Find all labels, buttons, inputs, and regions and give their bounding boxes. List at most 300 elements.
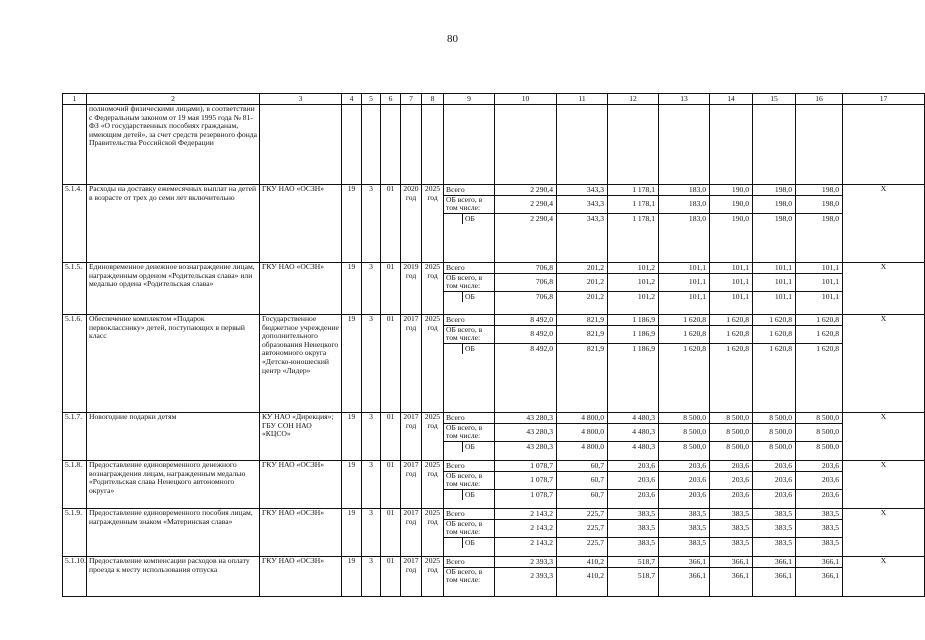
code-col-5: 3 <box>362 185 381 263</box>
executor: ГКУ НАО «ОСЗН» <box>260 557 342 597</box>
value-cell: 190,0 <box>731 214 749 223</box>
row-number: 5.1.4. <box>63 185 87 263</box>
funding-source-label: ОБ <box>462 538 494 548</box>
value-cell: 1 620,8 <box>659 326 709 344</box>
value-cell: 203,6 <box>710 461 752 472</box>
col-17-mark: X <box>843 315 925 413</box>
funding-source-label: ОБ <box>462 214 494 224</box>
value-cell: 2 143,2 <box>495 520 556 538</box>
value-cell: 1 178,1 <box>608 185 658 196</box>
value-cell: 1 620,8 <box>796 315 842 326</box>
value-cell: 203,6 <box>774 490 792 499</box>
funding-source-label: Всего <box>444 413 494 424</box>
code-col-6: 01 <box>381 413 401 461</box>
executor: ГКУ НАО «ОСЗН» <box>260 263 342 315</box>
header-col-15: 15 <box>753 94 796 105</box>
value-cell: 706,8 <box>495 263 556 274</box>
table-row <box>63 557 925 597</box>
value-cell: 518,7 <box>637 571 655 580</box>
value-cell: 1 620,8 <box>659 315 709 326</box>
value-cell: 383,5 <box>796 509 842 520</box>
value-cell: 101,1 <box>774 292 792 301</box>
value-col-15 <box>753 263 796 315</box>
col-17-mark: X <box>843 557 925 597</box>
value-cell: 203,6 <box>753 472 795 490</box>
value-col-12 <box>608 263 659 315</box>
value-cell: 343,3 <box>586 214 604 223</box>
col-17-mark: X <box>843 263 925 315</box>
funding-source-label: Всего <box>444 263 494 274</box>
value-cell: 706,8 <box>495 274 556 292</box>
cell-num <box>63 105 87 185</box>
value-cell: 821,9 <box>557 326 607 344</box>
row-number: 5.1.7. <box>63 413 87 461</box>
code-col-5: 3 <box>362 557 381 597</box>
header-col-8: 8 <box>422 94 444 105</box>
value-cell: 203,6 <box>710 472 752 490</box>
header-col-4: 4 <box>342 94 362 105</box>
value-cell: 198,0 <box>796 196 842 214</box>
value-col-13 <box>659 413 710 461</box>
table-row <box>63 413 925 461</box>
start-year: 2017 год <box>401 413 422 461</box>
value-cell: 198,0 <box>753 185 795 196</box>
value-cell: 1 620,8 <box>710 315 752 326</box>
start-year: 2017 год <box>401 315 422 413</box>
executor: ГКУ НАО «ОСЗН» <box>260 185 342 263</box>
value-cell: 8 500,0 <box>753 424 795 442</box>
value-cell: 198,0 <box>821 214 839 223</box>
value-cell: 383,5 <box>710 509 752 520</box>
value-col-10 <box>495 413 557 461</box>
budget-table <box>62 93 925 597</box>
value-cell: 8 500,0 <box>769 442 792 451</box>
col-17-mark: X <box>843 185 925 263</box>
value-col-11 <box>557 461 608 509</box>
col-17-mark: X <box>843 413 925 461</box>
row-number: 5.1.8. <box>63 461 87 509</box>
value-col-11 <box>557 185 608 263</box>
value-cell: 366,1 <box>796 557 842 568</box>
header-col-14: 14 <box>710 94 753 105</box>
value-cell: 198,0 <box>753 196 795 214</box>
value-col-16 <box>796 557 843 597</box>
col-17-mark: X <box>843 509 925 557</box>
value-cell: 821,9 <box>586 344 604 353</box>
value-cell: 101,1 <box>688 292 706 301</box>
value-cell: 60,7 <box>557 461 607 472</box>
value-cell: 383,5 <box>608 520 658 538</box>
budget-table-sheet <box>62 93 888 610</box>
value-col-16 <box>796 263 843 315</box>
value-col-15 <box>753 413 796 461</box>
executor: Государственное бюджетное учреждение дополнительного образования Ненецкого автономного округа «Детско-юношеский центр «Лидер» <box>260 315 342 413</box>
end-year: 2025 год <box>422 185 444 263</box>
value-cell: 383,5 <box>608 509 658 520</box>
value-cell: 383,5 <box>659 509 709 520</box>
value-cell: 225,7 <box>557 520 607 538</box>
value-col-16 <box>796 509 843 557</box>
start-year: 2020 год <box>401 185 422 263</box>
value-cell: 203,6 <box>688 490 706 499</box>
funding-source-labels <box>444 413 495 461</box>
value-cell: 201,2 <box>586 292 604 301</box>
continuation-text: полномочий физическими лицами), в соответствии с Федеральным законом от 19 мая 1995 года № 81-ФЗ «О государственных пособиях гражданам, имеющим детей», за счет средств резервного фонда Правительства Российской Федерации <box>87 105 260 185</box>
value-cell: 383,5 <box>821 538 839 547</box>
value-col-14 <box>710 413 753 461</box>
code-col-4: 19 <box>342 263 362 315</box>
value-col-10 <box>495 263 557 315</box>
funding-source-label: ОБ <box>462 292 494 302</box>
value-cell: 8 500,0 <box>796 424 842 442</box>
value-col-12 <box>608 461 659 509</box>
value-cell: 383,5 <box>796 520 842 538</box>
value-cell: 190,0 <box>710 196 752 214</box>
value-col-14 <box>710 461 753 509</box>
code-col-5: 3 <box>362 315 381 413</box>
header-col-16: 16 <box>796 94 843 105</box>
activity-name: Предоставление единовременного пособия лицам, награжденным знаком «Материнская слава» <box>87 509 260 557</box>
end-year: 2025 год <box>422 509 444 557</box>
activity-name: Единовременное денежное вознаграждение лицам, награжденным орденом «Родительская слава» или медалью ордена «Родительская слава» <box>87 263 260 315</box>
funding-source-label: ОБ <box>462 490 494 500</box>
activity-name: Новогодние подарки детям <box>87 413 260 461</box>
value-cell: 343,3 <box>557 196 607 214</box>
value-cell: 1 078,7 <box>530 490 553 499</box>
value-cell: 43 280,3 <box>526 442 553 451</box>
value-cell: 8 500,0 <box>710 424 752 442</box>
code-col-6: 01 <box>381 315 401 413</box>
value-cell: 4 480,3 <box>608 413 658 424</box>
header-col-10: 10 <box>495 94 557 105</box>
value-cell: 383,5 <box>637 538 655 547</box>
value-cell: 706,8 <box>535 292 553 301</box>
header-col-12: 12 <box>608 94 659 105</box>
value-cell: 101,1 <box>710 274 752 292</box>
value-cell: 1 186,9 <box>632 344 655 353</box>
value-col-10 <box>495 557 557 597</box>
row-number: 5.1.10. <box>63 557 87 597</box>
value-cell: 2 290,4 <box>530 214 553 223</box>
table-row <box>63 315 925 413</box>
value-cell: 366,1 <box>710 557 752 568</box>
end-year: 2025 год <box>422 263 444 315</box>
header-col-13: 13 <box>659 94 710 105</box>
value-cell: 366,1 <box>659 557 709 568</box>
value-cell: 101,2 <box>608 274 658 292</box>
value-col-16 <box>796 185 843 263</box>
value-cell: 203,6 <box>796 472 842 490</box>
value-cell: 203,6 <box>659 472 709 490</box>
value-cell: 183,0 <box>688 214 706 223</box>
executor: КУ НАО «Дирекция»; ГБУ СОН НАО «КЦСО» <box>260 413 342 461</box>
end-year: 2025 год <box>422 413 444 461</box>
funding-source-label: ОБ всего, в том числе: <box>444 424 494 442</box>
value-cell: 203,6 <box>753 461 795 472</box>
funding-source-label: ОБ всего, в том числе: <box>444 274 494 292</box>
code-col-4: 19 <box>342 413 362 461</box>
value-cell: 101,1 <box>821 292 839 301</box>
value-cell: 1 620,8 <box>753 326 795 344</box>
activity-name: Обеспечение комплектом «Подарок первокласснику» детей, поступающих в первый класс <box>87 315 260 413</box>
value-cell: 1 620,8 <box>710 326 752 344</box>
value-cell: 101,1 <box>659 263 709 274</box>
value-col-13 <box>659 315 710 413</box>
value-col-12 <box>608 557 659 597</box>
code-col-4: 19 <box>342 557 362 597</box>
continuation-row <box>63 105 925 185</box>
value-cell: 203,6 <box>731 490 749 499</box>
value-cell: 8 500,0 <box>726 442 749 451</box>
value-col-15 <box>753 461 796 509</box>
funding-source-label: Всего <box>444 461 494 472</box>
value-col-13 <box>659 185 710 263</box>
code-col-5: 3 <box>362 413 381 461</box>
value-cell: 1 620,8 <box>726 344 749 353</box>
header-col-3: 3 <box>260 94 342 105</box>
code-col-6: 01 <box>381 461 401 509</box>
value-cell: 383,5 <box>731 538 749 547</box>
value-cell: 8 500,0 <box>816 442 839 451</box>
value-cell: 366,1 <box>688 571 706 580</box>
value-cell: 198,0 <box>796 185 842 196</box>
value-cell: 8 492,0 <box>495 315 556 326</box>
value-col-15 <box>753 557 796 597</box>
value-col-13 <box>659 509 710 557</box>
value-cell: 1 186,9 <box>608 326 658 344</box>
col-17-mark: X <box>843 461 925 509</box>
value-col-12 <box>608 509 659 557</box>
value-cell: 201,2 <box>557 263 607 274</box>
end-year: 2025 год <box>422 315 444 413</box>
code-col-4: 19 <box>342 509 362 557</box>
start-year: 2019 год <box>401 263 422 315</box>
value-cell: 1 620,8 <box>683 344 706 353</box>
value-cell: 101,1 <box>659 274 709 292</box>
row-number: 5.1.9. <box>63 509 87 557</box>
value-cell: 1 078,7 <box>495 461 556 472</box>
value-cell: 383,5 <box>753 509 795 520</box>
value-cell: 410,2 <box>586 571 604 580</box>
value-cell: 2 290,4 <box>495 185 556 196</box>
value-cell: 183,0 <box>659 196 709 214</box>
funding-source-labels <box>444 461 495 509</box>
value-col-11 <box>557 263 608 315</box>
value-cell: 366,1 <box>753 557 795 568</box>
funding-source-labels <box>444 509 495 557</box>
value-col-14 <box>710 509 753 557</box>
header-col-7: 7 <box>401 94 422 105</box>
value-cell: 383,5 <box>659 520 709 538</box>
value-cell: 8 500,0 <box>683 442 706 451</box>
value-cell: 4 480,3 <box>608 424 658 442</box>
value-cell: 101,1 <box>710 263 752 274</box>
value-cell: 1 620,8 <box>753 315 795 326</box>
executor: ГКУ НАО «ОСЗН» <box>260 509 342 557</box>
value-cell: 2 393,3 <box>495 557 556 568</box>
value-cell: 4 800,0 <box>557 413 607 424</box>
value-cell: 1 078,7 <box>495 472 556 490</box>
start-year: 2017 год <box>401 557 422 597</box>
value-col-16 <box>796 315 843 413</box>
code-col-4: 19 <box>342 461 362 509</box>
value-cell: 198,0 <box>774 214 792 223</box>
value-cell: 101,1 <box>753 263 795 274</box>
value-col-11 <box>557 509 608 557</box>
funding-source-labels <box>444 315 495 413</box>
value-col-10 <box>495 185 557 263</box>
funding-source-label: Всего <box>444 557 494 568</box>
funding-source-label: Всего <box>444 315 494 326</box>
header-col-17: 17 <box>843 94 925 105</box>
value-col-13 <box>659 263 710 315</box>
code-col-4: 19 <box>342 185 362 263</box>
header-col-9: 9 <box>444 94 495 105</box>
value-cell: 101,2 <box>637 292 655 301</box>
value-cell: 4 800,0 <box>557 424 607 442</box>
funding-source-label: ОБ всего, в том числе: <box>444 520 494 538</box>
value-cell: 1 178,1 <box>608 196 658 214</box>
value-cell: 43 280,3 <box>495 413 556 424</box>
value-col-12 <box>608 413 659 461</box>
end-year: 2025 год <box>422 461 444 509</box>
value-col-14 <box>710 315 753 413</box>
value-cell: 1 620,8 <box>816 344 839 353</box>
header-col-11: 11 <box>557 94 608 105</box>
value-col-12 <box>608 315 659 413</box>
value-cell: 8 492,0 <box>530 344 553 353</box>
funding-source-label: ОБ всего, в том числе: <box>444 196 494 214</box>
value-cell: 101,1 <box>731 292 749 301</box>
value-cell: 2 290,4 <box>495 196 556 214</box>
header-row <box>63 94 925 105</box>
funding-source-label: Всего <box>444 509 494 520</box>
value-col-10 <box>495 315 557 413</box>
activity-name: Предоставление единовременного денежного вознаграждения лицам, награжденным медалью «Родительская слава Ненецкого автономного округа» <box>87 461 260 509</box>
code-col-5: 3 <box>362 509 381 557</box>
value-cell: 383,5 <box>774 538 792 547</box>
funding-source-label: ОБ всего, в том числе: <box>444 472 494 490</box>
code-col-6: 01 <box>381 263 401 315</box>
value-cell: 183,0 <box>659 185 709 196</box>
value-cell: 1 178,1 <box>632 214 655 223</box>
code-col-6: 01 <box>381 557 401 597</box>
header-col-2: 2 <box>87 94 260 105</box>
value-cell: 821,9 <box>557 315 607 326</box>
value-col-11 <box>557 557 608 597</box>
activity-name: Расходы на доставку ежемесячных выплат на детей в возрасте от трех до семи лет включительно <box>87 185 260 263</box>
funding-source-label: ОБ <box>462 442 494 452</box>
value-cell: 225,7 <box>557 509 607 520</box>
end-year: 2025 год <box>422 557 444 597</box>
value-col-13 <box>659 461 710 509</box>
value-col-14 <box>710 185 753 263</box>
funding-source-label: ОБ всего, в том числе: <box>444 326 494 344</box>
value-col-16 <box>796 413 843 461</box>
value-cell: 8 500,0 <box>659 424 709 442</box>
value-cell: 1 186,9 <box>608 315 658 326</box>
code-col-4: 19 <box>342 315 362 413</box>
code-col-6: 01 <box>381 185 401 263</box>
value-cell: 203,6 <box>608 461 658 472</box>
value-col-15 <box>753 509 796 557</box>
value-col-13 <box>659 557 710 597</box>
start-year: 2017 год <box>401 461 422 509</box>
code-col-6: 01 <box>381 509 401 557</box>
value-cell: 101,1 <box>753 274 795 292</box>
header-col-6: 6 <box>381 94 401 105</box>
value-col-10 <box>495 461 557 509</box>
value-cell: 366,1 <box>821 571 839 580</box>
code-col-5: 3 <box>362 263 381 315</box>
funding-source-labels <box>444 185 495 263</box>
value-cell: 2 143,2 <box>495 509 556 520</box>
value-cell: 366,1 <box>774 571 792 580</box>
value-cell: 201,2 <box>557 274 607 292</box>
funding-source-labels <box>444 557 495 597</box>
value-col-15 <box>753 185 796 263</box>
value-cell: 8 492,0 <box>495 326 556 344</box>
activity-name: Предоставление компенсации расходов на оплату проезда к месту использования отпуска <box>87 557 260 597</box>
value-cell: 383,5 <box>688 538 706 547</box>
value-cell: 203,6 <box>796 461 842 472</box>
value-cell: 60,7 <box>590 490 604 499</box>
value-cell: 8 500,0 <box>710 413 752 424</box>
value-col-15 <box>753 315 796 413</box>
header-col-1: 1 <box>63 94 87 105</box>
table-row <box>63 461 925 509</box>
value-cell: 8 500,0 <box>796 413 842 424</box>
value-cell: 8 500,0 <box>659 413 709 424</box>
value-col-11 <box>557 413 608 461</box>
row-number: 5.1.5. <box>63 263 87 315</box>
value-col-14 <box>710 263 753 315</box>
value-cell: 43 280,3 <box>495 424 556 442</box>
value-cell: 203,6 <box>637 490 655 499</box>
value-col-10 <box>495 509 557 557</box>
value-cell: 1 620,8 <box>796 326 842 344</box>
value-cell: 366,1 <box>731 571 749 580</box>
funding-source-label: ОБ <box>462 344 494 354</box>
value-cell: 203,6 <box>821 490 839 499</box>
page-number: 80 <box>447 33 458 45</box>
value-cell: 4 480,3 <box>632 442 655 451</box>
value-cell: 2 143,2 <box>530 538 553 547</box>
funding-source-labels <box>444 263 495 315</box>
value-cell: 203,6 <box>659 461 709 472</box>
value-col-12 <box>608 185 659 263</box>
value-cell: 518,7 <box>608 557 658 568</box>
table-row <box>63 509 925 557</box>
executor: ГКУ НАО «ОСЗН» <box>260 461 342 509</box>
table-row <box>63 263 925 315</box>
header-col-5: 5 <box>362 94 381 105</box>
value-cell: 410,2 <box>557 557 607 568</box>
value-cell: 2 393,3 <box>530 571 553 580</box>
start-year: 2017 год <box>401 509 422 557</box>
value-cell: 8 500,0 <box>753 413 795 424</box>
value-cell: 60,7 <box>557 472 607 490</box>
value-cell: 101,2 <box>608 263 658 274</box>
code-col-5: 3 <box>362 461 381 509</box>
table-row <box>63 185 925 263</box>
value-cell: 225,7 <box>586 538 604 547</box>
funding-source-label: Всего <box>444 185 494 196</box>
value-cell: 190,0 <box>710 185 752 196</box>
value-cell: 383,5 <box>753 520 795 538</box>
row-number: 5.1.6. <box>63 315 87 413</box>
funding-source-label: ОБ всего, в том числе: <box>446 567 483 584</box>
